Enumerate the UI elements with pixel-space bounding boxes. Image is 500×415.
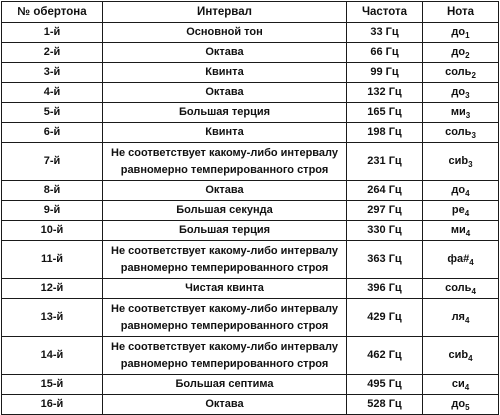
table-row (2, 143, 499, 181)
overtone-number: 4-й (2, 83, 103, 103)
overtone-number: 16-й (2, 395, 103, 415)
note-cell (423, 395, 499, 415)
note-octave: 4 (464, 383, 470, 392)
interval-text: Октава (205, 184, 244, 196)
interval-text-line2: равномерно темперированного строя (120, 319, 329, 332)
table-row (2, 103, 499, 123)
note-octave: 1 (465, 31, 470, 40)
interval-cell (103, 143, 347, 181)
table-body (2, 23, 499, 415)
note-name: сиb (448, 349, 469, 361)
interval-text: Большая секунда (176, 204, 273, 216)
note-name: до (451, 46, 466, 58)
interval-text: Большая терция (178, 106, 271, 118)
table-row (2, 83, 499, 103)
interval-cell (103, 279, 347, 299)
table-row (2, 201, 499, 221)
frequency-cell: 66 Гц (347, 43, 423, 63)
interval-cell (103, 83, 347, 103)
note-octave: 4 (471, 287, 476, 296)
frequency-cell: 528 Гц (347, 395, 423, 415)
overtone-number: 10-й (2, 221, 103, 241)
interval-text: Чистая квинта (185, 282, 264, 294)
overtone-number: 3-й (2, 63, 103, 83)
overtone-number: 8-й (2, 181, 103, 201)
overtone-table (1, 1, 499, 415)
frequency-cell: 396 Гц (347, 279, 423, 299)
frequency-cell: 132 Гц (347, 83, 423, 103)
note-name: сиb (448, 155, 469, 167)
note-octave: 4 (464, 209, 470, 218)
frequency-cell: 297 Гц (347, 201, 423, 221)
note-name: ля (451, 311, 465, 323)
interval-cell (103, 103, 347, 123)
frequency-cell: 330 Гц (347, 221, 423, 241)
table-row (2, 221, 499, 241)
interval-cell (103, 63, 347, 83)
note-cell (423, 83, 499, 103)
note-cell (423, 279, 499, 299)
note-name: соль (445, 126, 472, 138)
interval-text: Основной тон (186, 26, 263, 38)
interval-cell (103, 221, 347, 241)
frequency-cell: 33 Гц (347, 23, 423, 43)
interval-text-line2: равномерно темперированного строя (120, 163, 329, 176)
frequency-cell: 429 Гц (347, 299, 423, 337)
frequency-cell: 363 Гц (347, 241, 423, 279)
note-cell (423, 43, 499, 63)
interval-text: Не соответствует какому-либо интервалу (111, 146, 338, 159)
table-row (2, 241, 499, 279)
overtone-number: 13-й (2, 299, 103, 337)
note-name: соль (445, 66, 472, 78)
note-cell (423, 337, 499, 375)
interval-text: Не соответствует какому-либо интервалу (111, 302, 338, 315)
interval-text: Большая септима (175, 378, 274, 390)
overtone-number: 12-й (2, 279, 103, 299)
note-name: фа# (447, 253, 470, 265)
frequency-cell: 99 Гц (347, 63, 423, 83)
note-cell (423, 299, 499, 337)
table-row (2, 395, 499, 415)
interval-text-line2: равномерно темперированного строя (120, 357, 329, 370)
note-name: до (451, 86, 466, 98)
interval-cell (103, 123, 347, 143)
note-octave: 2 (465, 51, 470, 60)
note-cell (423, 241, 499, 279)
interval-cell (103, 337, 347, 375)
interval-text: Квинта (205, 66, 244, 78)
note-octave: 4 (465, 229, 471, 238)
interval-text: Октава (205, 86, 244, 98)
note-octave: 3 (465, 111, 471, 120)
note-octave: 3 (471, 131, 476, 140)
note-name: ре (451, 204, 465, 216)
header-frequency: Частота (347, 2, 423, 23)
note-name: ми (450, 106, 466, 118)
note-cell (423, 143, 499, 181)
frequency-cell: 165 Гц (347, 103, 423, 123)
interval-cell (103, 375, 347, 395)
interval-cell (103, 181, 347, 201)
overtone-number: 1-й (2, 23, 103, 43)
frequency-cell: 264 Гц (347, 181, 423, 201)
overtone-number: 2-й (2, 43, 103, 63)
note-octave: 4 (468, 354, 473, 363)
note-name: ми (450, 224, 466, 236)
note-name: до (451, 184, 466, 196)
interval-text: Квинта (205, 126, 244, 138)
header-interval: Интервал (103, 2, 347, 23)
note-name: си (451, 378, 465, 390)
table-row (2, 123, 499, 143)
note-cell (423, 63, 499, 83)
overtone-number: 7-й (2, 143, 103, 181)
note-cell (423, 375, 499, 395)
interval-text: Не соответствует какому-либо интервалу (111, 244, 338, 257)
note-octave: 4 (465, 189, 470, 198)
table-row (2, 181, 499, 201)
interval-text: Большая терция (178, 224, 271, 236)
frequency-cell: 198 Гц (347, 123, 423, 143)
note-octave: 4 (469, 258, 474, 267)
interval-text: Октава (205, 46, 244, 58)
frequency-cell: 231 Гц (347, 143, 423, 181)
header-number: № обертона (2, 2, 103, 23)
note-cell (423, 221, 499, 241)
overtone-number: 5-й (2, 103, 103, 123)
interval-cell (103, 241, 347, 279)
note-octave: 4 (464, 316, 470, 325)
interval-cell (103, 395, 347, 415)
note-octave: 3 (465, 91, 470, 100)
interval-cell (103, 43, 347, 63)
interval-text: Не соответствует какому-либо интервалу (111, 340, 338, 353)
note-cell (423, 201, 499, 221)
note-cell (423, 181, 499, 201)
interval-cell (103, 299, 347, 337)
note-octave: 5 (465, 403, 470, 412)
note-name: до (451, 26, 466, 38)
table-row (2, 299, 499, 337)
overtone-number: 15-й (2, 375, 103, 395)
interval-text-line2: равномерно темперированного строя (120, 261, 329, 274)
note-name: соль (445, 282, 472, 294)
interval-text: Октава (205, 398, 244, 410)
note-name: до (451, 398, 466, 410)
table-row (2, 23, 499, 43)
interval-cell (103, 201, 347, 221)
interval-cell (103, 23, 347, 43)
header-note: Нота (423, 2, 499, 23)
table-row (2, 43, 499, 63)
table-row (2, 337, 499, 375)
overtone-number: 9-й (2, 201, 103, 221)
table-row (2, 63, 499, 83)
note-cell (423, 103, 499, 123)
note-cell (423, 123, 499, 143)
note-octave: 3 (468, 160, 473, 169)
table-row (2, 279, 499, 299)
note-cell (423, 23, 499, 43)
note-octave: 2 (471, 71, 476, 80)
frequency-cell: 495 Гц (347, 375, 423, 395)
overtone-number: 14-й (2, 337, 103, 375)
header-row (2, 2, 499, 23)
overtone-number: 6-й (2, 123, 103, 143)
table-row (2, 375, 499, 395)
overtone-number: 11-й (2, 241, 103, 279)
frequency-cell: 462 Гц (347, 337, 423, 375)
